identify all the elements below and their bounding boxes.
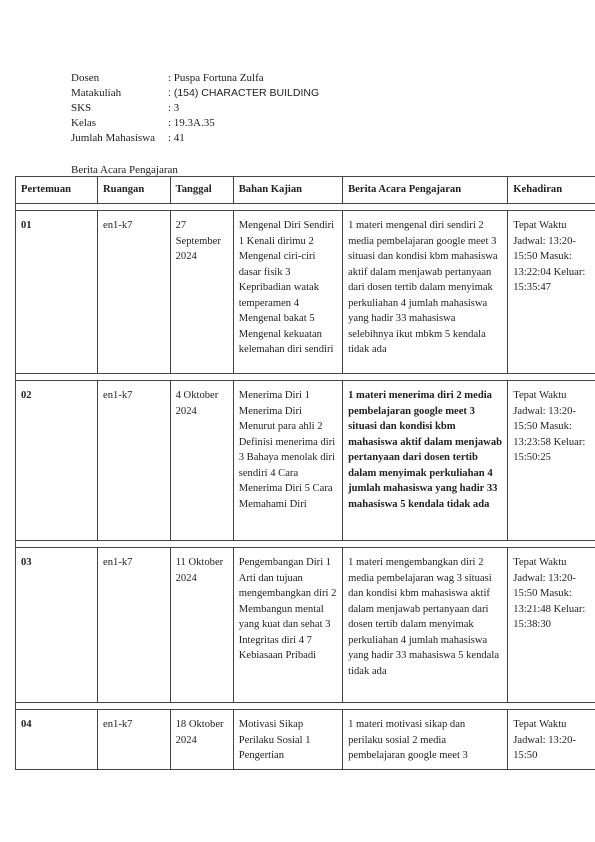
cell-kehadiran: Tepat Waktu Jadwal: 13:20-15:50 Masuk: 13:21:48 Keluar: 15:38:30 [508,548,595,703]
cell-pertemuan: 02 [16,381,98,541]
row-spacer [16,541,595,548]
cell-pertemuan: 03 [16,548,98,703]
header-tanggal: Tanggal [170,177,233,204]
row-spacer [16,374,595,381]
kelas-label: Kelas [71,117,97,129]
jumlah-row [71,131,319,146]
cell-kehadiran: Tepat Waktu Jadwal: 13:20-15:50 Masuk: 13:22:04 Keluar: 15:35:47 [508,211,595,374]
header-pertemuan: Pertemuan [16,177,98,204]
kelas-value: : 19.3A.35 [168,117,215,129]
jumlah-value: : 41 [168,132,185,144]
table-row [16,381,595,541]
cell-berita-acara: 1 materi motivasi sikap dan perilaku sosial 2 media pembelajaran google meet 3 [343,710,508,770]
dosen-row [71,71,319,86]
dosen-label: Dosen [71,72,100,84]
table-row [16,548,595,703]
table-row [16,211,595,374]
cell-ruangan: en1-k7 [98,211,171,374]
cell-tanggal: 18 Oktober 2024 [170,710,233,770]
header-ruangan: Ruangan [98,177,171,204]
cell-ruangan: en1-k7 [98,710,171,770]
cell-bahan-kajian: Menerima Diri 1 Menerima Diri Menurut para ahli 2 Definisi menerima diri 3 Bahaya menolak diri sendiri 4 Cara Menerima Diri 5 Cara Memahami Diri [233,381,342,541]
cell-ruangan: en1-k7 [98,381,171,541]
cell-ruangan: en1-k7 [98,548,171,703]
row-spacer [16,703,595,710]
cell-berita-acara: 1 materi mengenal diri sendiri 2 media pembelajaran google meet 3 situasi dan kondisi kbm mahasiswa aktif dalam menjawab pertanyaan dari dosen tertib dalam menyimak perkuliahan 4 jumlah mahasiswa yang hadir 33 mahasiswa selebihnya ikut mbkm 5 kendala tidak ada [343,211,508,374]
matakuliah-row [71,86,319,101]
matakuliah-label: Matakuliah [71,87,122,99]
header-kehadiran: Kehadiran [508,177,595,204]
sks-value: : 3 [168,102,180,114]
dosen-value: : Puspa Fortuna Zulfa [168,72,264,84]
cell-bahan-kajian: Motivasi Sikap Perilaku Sosial 1 Pengertian [233,710,342,770]
cell-bahan-kajian: Mengenal Diri Sendiri 1 Kenali dirimu 2 Mengenal ciri-ciri dasar fisik 3 Kepribadian watak temperamen 4 Mengenal bakat 5 Mengenal kekuatan kelemahan diri sendiri [233,211,342,374]
cell-tanggal: 4 Oktober 2024 [170,381,233,541]
cell-berita-acara: 1 materi menerima diri 2 media pembelajaran google meet 3 situasi dan kondisi kbm mahasiswa aktif dalam menjawab pertanyaan dari dosen tertib dalam menyimak perkuliahan 4 jumlah mahasiswa yang hadir 33 mahasiswa 5 kendala tidak ada [343,381,508,541]
sks-row [71,101,319,116]
cell-bahan-kajian: Pengembangan Diri 1 Arti dan tujuan mengembangkan diri 2 Membangun mental yang kuat dan sehat 3 Integritas diri 4 7 Kebiasaan Pribadi [233,548,342,703]
cell-berita-acara: 1 materi mengembangkan diri 2 media pembelajaran wag 3 situasi dan kondisi kbm mahasiswa aktif dalam menjawab pertanyaan dari dosen tertib dalam menyimak perkuliahan 4 jumlah mahasiswa yang hadir 33 mahasiswa 5 kendala tidak ada [343,548,508,703]
kelas-row [71,116,319,131]
cell-tanggal: 11 Oktober 2024 [170,548,233,703]
cell-kehadiran: Tepat Waktu Jadwal: 13:20-15:50 [508,710,595,770]
cell-tanggal: 27 September 2024 [170,211,233,374]
header-berita-acara: Berita Acara Pengajaran [343,177,508,204]
row-spacer [16,204,595,211]
sks-label: SKS [71,102,92,114]
table-row [16,710,595,770]
cell-kehadiran: Tepat Waktu Jadwal: 13:20-15:50 Masuk: 13:23:58 Keluar: 15:50:25 [508,381,595,541]
section-title: Berita Acara Pengajaran [71,164,178,176]
cell-pertemuan: 04 [16,710,98,770]
header-bahan-kajian: Bahan Kajian [233,177,342,204]
jumlah-label: Jumlah Mahasiswa [71,132,156,144]
course-info [71,71,319,146]
matakuliah-value: : (154) CHARACTER BUILDING [168,87,320,99]
berita-acara-table [15,176,595,770]
table-header-row [16,177,595,204]
cell-pertemuan: 01 [16,211,98,374]
